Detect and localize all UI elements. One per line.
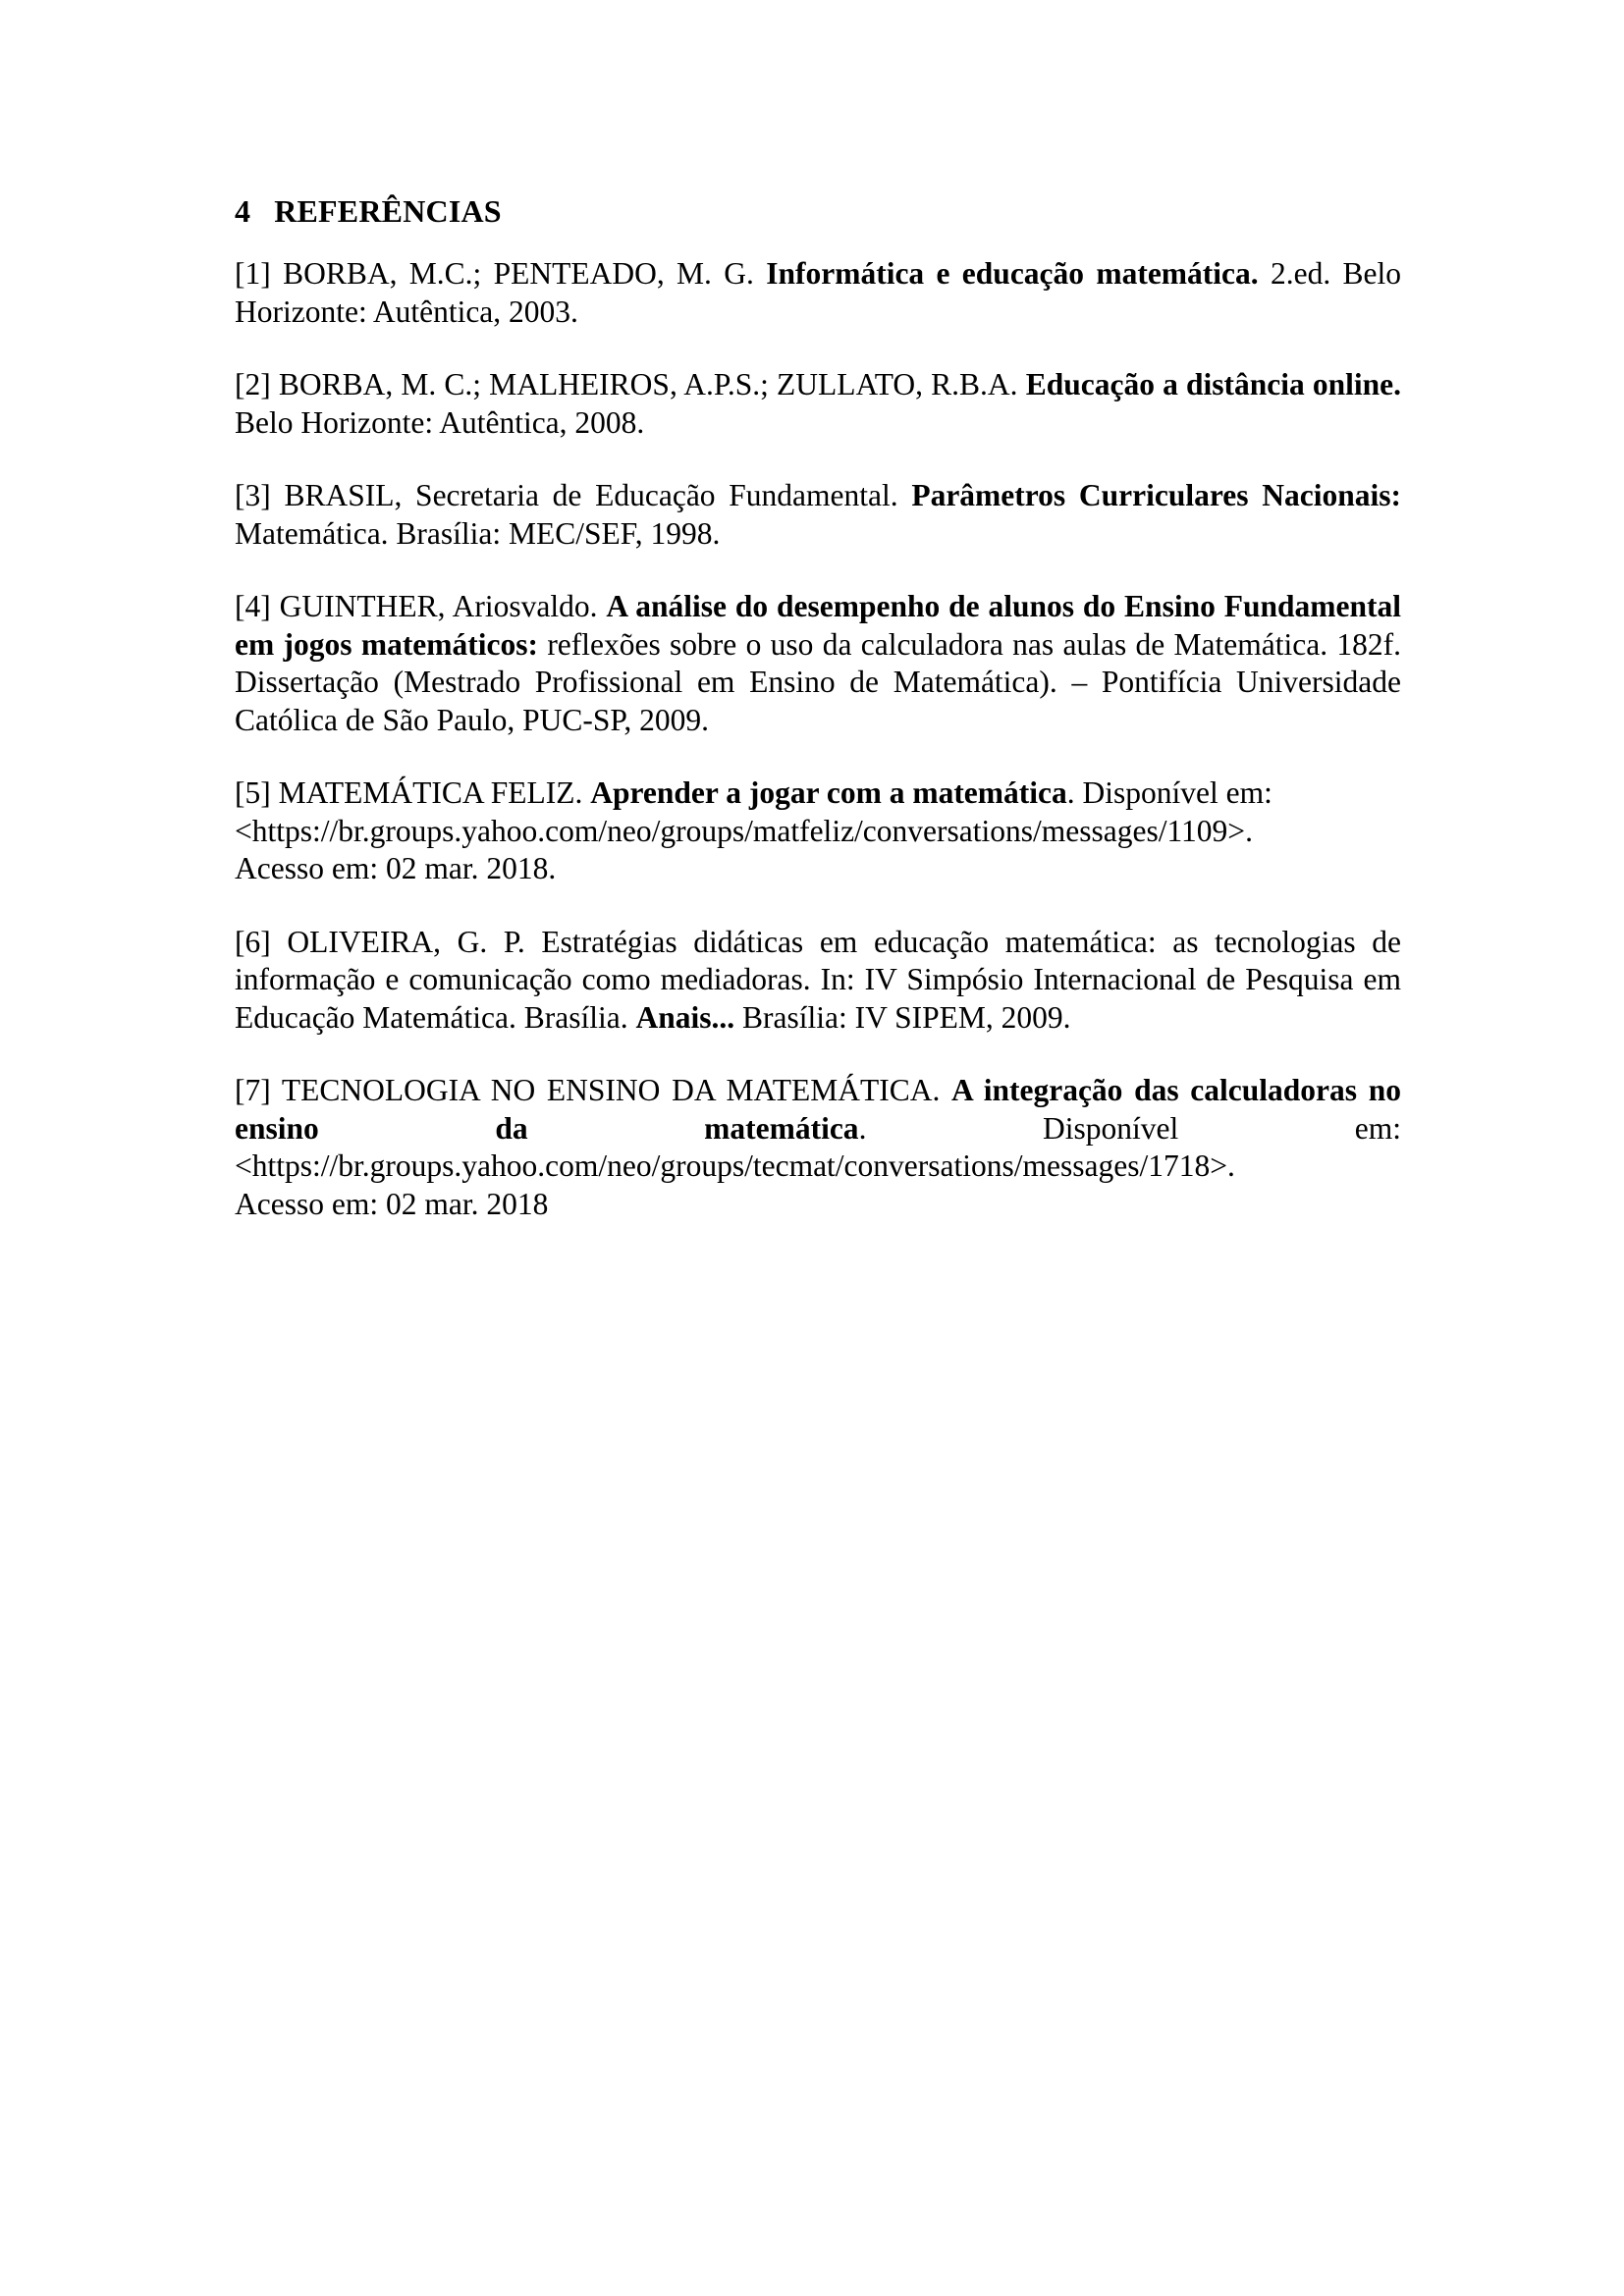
reference-authors: TECNOLOGIA NO ENSINO DA MATEMÁTICA. bbox=[281, 1073, 941, 1107]
reference-details: 2.ed. Belo Horizonte: Autêntica, 2003. bbox=[235, 256, 1402, 329]
reference-4 bbox=[235, 588, 1401, 739]
reference-authors: BORBA, M.C.; PENTEADO, M. G. bbox=[283, 256, 754, 291]
reference-authors: BORBA, M. C.; MALHEIROS, A.P.S.; ZULLATO, R.B.A. bbox=[278, 367, 1018, 401]
reference-5 bbox=[235, 774, 1401, 888]
reference-availability: . Disponível em: bbox=[858, 1110, 1401, 1146]
reference-access-date: Acesso em: 02 mar. 2018. bbox=[235, 851, 557, 885]
reference-availability: . Disponível em: bbox=[1066, 775, 1272, 810]
reference-authors: BRASIL, Secretaria de Educação Fundamental. bbox=[284, 478, 898, 512]
reference-details: reflexões sobre o uso da calculadora nas aulas de Matemática. 182f. Dissertação (Mestrado Profissional em Ensino de Matemática). – Pontifícia Universidade Católica de São Paulo, PUC-SP, 2009. bbox=[235, 626, 1401, 737]
reference-title: A análise do desempenho de alunos do Ensino Fundamental em jogos matemáticos: bbox=[235, 589, 1401, 662]
reference-authors: GUINTHER, Ariosvaldo. bbox=[279, 589, 598, 623]
reference-title-part2: no ensino da matemática bbox=[235, 1073, 1401, 1146]
reference-2 bbox=[235, 366, 1401, 442]
reference-id: [7] bbox=[235, 1073, 271, 1107]
reference-url: <https://br.groups.yahoo.com/neo/groups/tecmat/conversations/messages/1718>. bbox=[235, 1148, 1235, 1183]
references-page bbox=[235, 192, 1401, 1258]
reference-title: Informática e educação matemática. bbox=[766, 256, 1259, 291]
reference-id: [6] bbox=[235, 924, 271, 959]
reference-id: [3] bbox=[235, 478, 271, 512]
reference-6 bbox=[235, 924, 1401, 1038]
reference-id: [5] bbox=[235, 775, 271, 810]
reference-title: Parâmetros Curriculares Nacionais: bbox=[911, 478, 1401, 512]
section-heading bbox=[235, 192, 1401, 230]
reference-title: Educação a distância online. bbox=[1025, 367, 1402, 401]
reference-authors: MATEMÁTICA FELIZ. bbox=[278, 775, 583, 810]
reference-details: Matemática. Brasília: MEC/SEF, 1998. bbox=[235, 515, 721, 551]
reference-first-line bbox=[235, 774, 1401, 813]
reference-id: [2] bbox=[235, 367, 271, 401]
reference-title-part1: A integração das calculadoras bbox=[951, 1073, 1358, 1107]
reference-details: Brasília: IV SIPEM, 2009. bbox=[741, 999, 1071, 1035]
reference-details: Belo Horizonte: Autêntica, 2008. bbox=[235, 404, 645, 440]
reference-id: [4] bbox=[235, 589, 271, 623]
reference-7 bbox=[235, 1072, 1401, 1223]
reference-text: OLIVEIRA, G. P. Estratégias didáticas em educação matemática: as tecnologias de informação e comunicação como mediadoras. In: IV Simpósio Internacional de Pesquisa em Educação Matemática. Brasília. bbox=[235, 924, 1401, 1035]
reference-1 bbox=[235, 255, 1401, 331]
reference-title: Anais... bbox=[635, 999, 735, 1035]
section-number: 4 bbox=[235, 193, 251, 229]
reference-url: <https://br.groups.yahoo.com/neo/groups/matfeliz/conversations/messages/1109>. bbox=[235, 813, 1253, 848]
reference-id: [1] bbox=[235, 256, 271, 291]
reference-first-line bbox=[235, 1072, 1401, 1148]
reference-title: Aprender a jogar com a matemática bbox=[590, 775, 1067, 810]
section-title: REFERÊNCIAS bbox=[274, 193, 502, 229]
reference-access-date: Acesso em: 02 mar. 2018 bbox=[235, 1186, 549, 1221]
reference-3 bbox=[235, 477, 1401, 553]
